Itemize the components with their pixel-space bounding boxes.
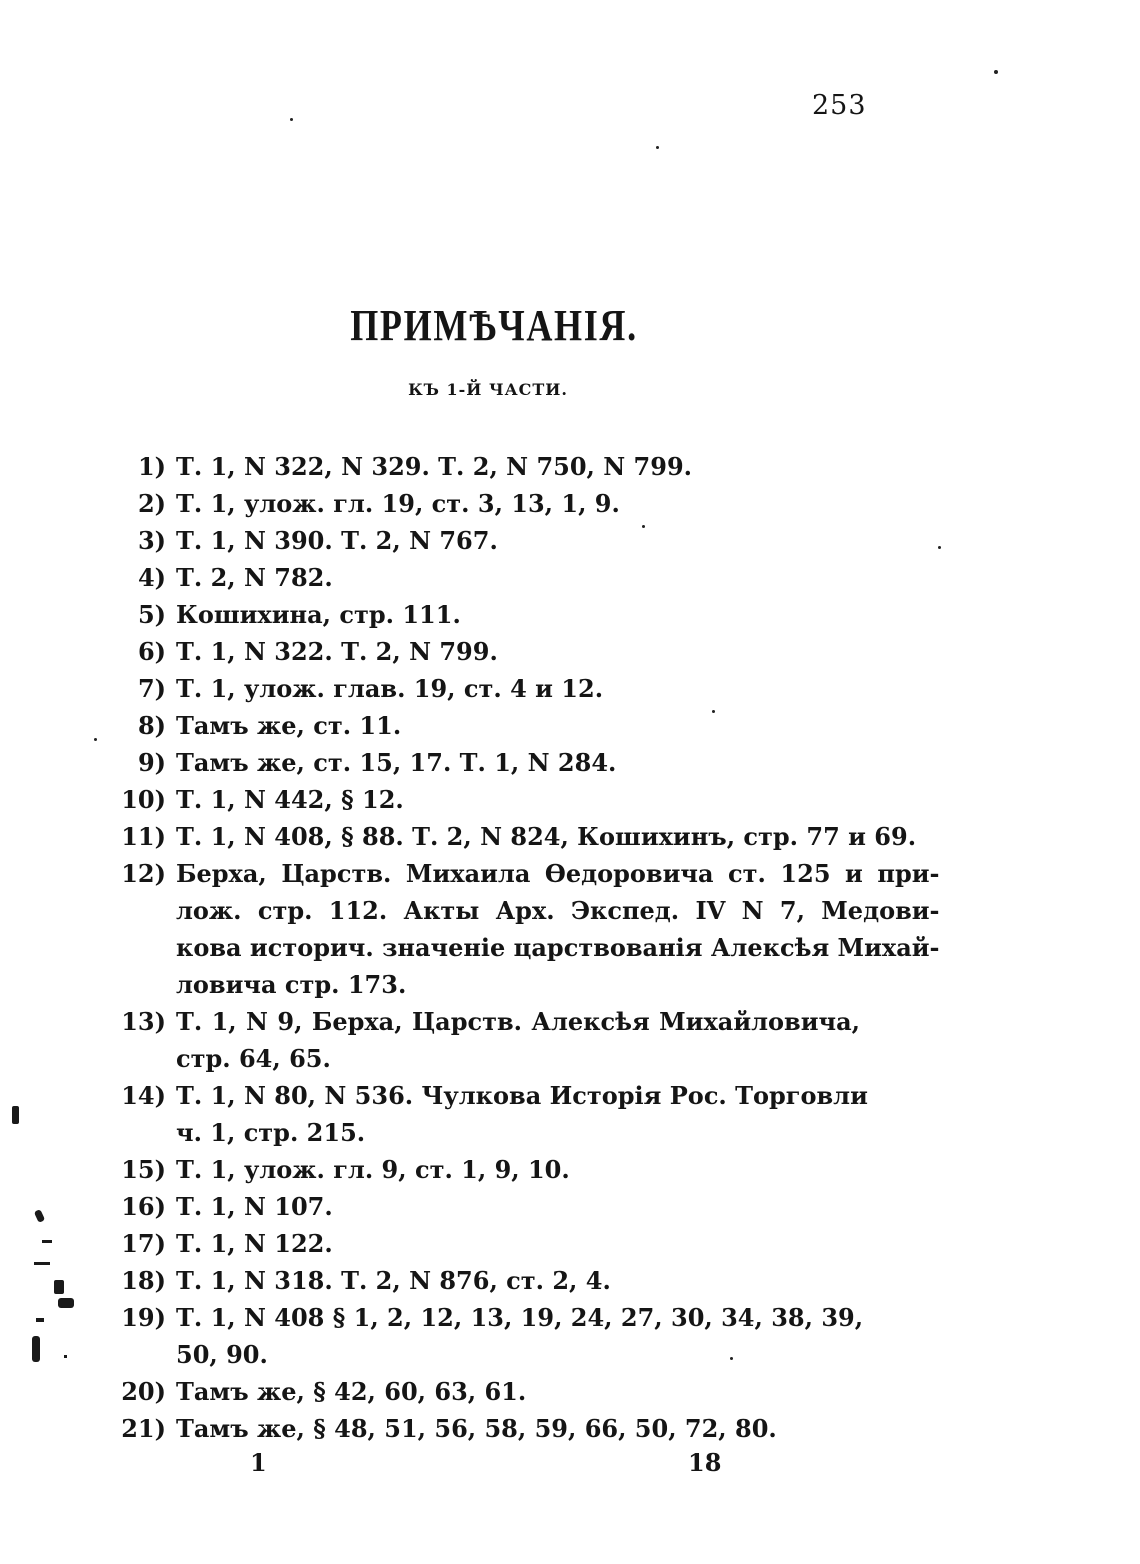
note-text — [176, 1188, 860, 1225]
note-number: 13) — [121, 1007, 166, 1036]
note-text — [176, 633, 860, 670]
note-line: Т. 1, N 9, Берха, Царств. Алексѣя Михайловича, — [176, 1007, 860, 1036]
note-text — [176, 1299, 863, 1373]
note-number: 21) — [121, 1414, 166, 1443]
note-text — [176, 1410, 860, 1447]
note-number: 11) — [121, 822, 166, 851]
note-number: 5) — [137, 600, 166, 629]
note-number: 12) — [121, 859, 166, 888]
margin-mark — [34, 1262, 50, 1265]
note-number: 9) — [137, 748, 166, 777]
note-line: лож. стр. 112. Акты Арх. Экспед. IV N 7, Медови- — [176, 896, 940, 925]
note-number: 6) — [137, 637, 166, 666]
scan-speck — [94, 738, 97, 741]
note-number: 15) — [121, 1155, 166, 1184]
note-number: 2) — [137, 489, 166, 518]
scan-speck — [290, 118, 293, 121]
note-line: Т. 1, N 408 § 1, 2, 12, 13, 19, 24, 27, 30, 34, 38, 39, — [176, 1303, 864, 1332]
note-text — [176, 781, 860, 818]
margin-mark — [32, 1336, 40, 1362]
note-text — [176, 855, 940, 1003]
note-line: Т. 1, N 442, § 12. — [176, 785, 404, 814]
note-line: ч. 1, стр. 215. — [176, 1118, 366, 1147]
note-line: Кошихина, стр. 111. — [176, 600, 461, 629]
note-item — [100, 1188, 860, 1225]
note-line: Т. 1, N 318. Т. 2, N 876, ст. 2, 4. — [176, 1266, 611, 1295]
note-line: Т. 1, N 122. — [176, 1229, 333, 1258]
note-line: Тамъ же, § 42, 60, 63, 61. — [176, 1377, 527, 1406]
note-line: Т. 1, N 322. Т. 2, N 799. — [176, 637, 498, 666]
note-line: Т. 1, N 408, § 88. Т. 2, N 824, Кошихинъ, стр. 77 и 69. — [176, 822, 917, 851]
page-number: 253 — [812, 90, 867, 121]
note-line: Тамъ же, § 48, 51, 56, 58, 59, 66, 50, 72, 80. — [176, 1414, 777, 1443]
margin-mark — [54, 1280, 64, 1294]
note-text — [176, 1003, 860, 1077]
note-item — [100, 522, 860, 559]
note-item — [100, 670, 860, 707]
note-item — [100, 707, 860, 744]
note-number: 18) — [121, 1266, 166, 1295]
scan-speck — [938, 546, 941, 549]
note-item — [100, 1410, 860, 1447]
scan-speck — [642, 525, 645, 528]
note-number: 10) — [121, 785, 166, 814]
note-item — [100, 1373, 860, 1410]
note-number: 19) — [121, 1303, 166, 1332]
scan-speck — [730, 1357, 733, 1360]
scan-speck — [712, 710, 715, 713]
footer-signature-mark: 1 — [250, 1448, 267, 1477]
note-line: кова историч. значеніе царствованія Алексѣя Михай- — [176, 933, 940, 962]
note-line: Т. 1, улож. глав. 19, ст. 4 и 12. — [176, 674, 604, 703]
note-item — [100, 818, 917, 855]
note-text — [176, 1373, 860, 1410]
note-item — [100, 633, 860, 670]
note-text — [176, 744, 860, 781]
note-line: Берха, Царств. Михаила Ѳедоровича ст. 125 и при- — [176, 859, 940, 888]
note-line: Тамъ же, ст. 11. — [176, 711, 402, 740]
note-line: Т. 1, улож. гл. 9, ст. 1, 9, 10. — [176, 1155, 570, 1184]
note-line: 50, 90. — [176, 1340, 268, 1369]
note-item — [100, 744, 860, 781]
note-item — [100, 781, 860, 818]
note-line: Т. 1, N 107. — [176, 1192, 333, 1221]
note-item — [100, 1151, 860, 1188]
note-text — [176, 1151, 860, 1188]
note-number: 1) — [137, 452, 166, 481]
note-item — [100, 448, 860, 485]
note-line: Т. 1, N 322, N 329. Т. 2, N 750, N 799. — [176, 452, 693, 481]
note-text — [176, 448, 860, 485]
note-line: стр. 64, 65. — [176, 1044, 331, 1073]
scan-speck — [656, 146, 659, 149]
note-text — [176, 1077, 868, 1151]
note-item — [100, 485, 860, 522]
note-text — [176, 522, 860, 559]
note-number: 7) — [137, 674, 166, 703]
note-line: Т. 1, улож. гл. 19, ст. 3, 13, 1, 9. — [176, 489, 620, 518]
note-text — [176, 1262, 860, 1299]
note-text — [176, 670, 860, 707]
note-number: 8) — [137, 711, 166, 740]
note-item — [100, 1003, 860, 1077]
margin-mark — [42, 1240, 52, 1243]
note-item — [100, 1299, 864, 1373]
note-item — [100, 1077, 868, 1151]
note-line: Т. 1, N 80, N 536. Чулкова Исторія Рос. Торговли — [176, 1081, 868, 1110]
page-title: ПРИМѢЧАНІЯ. — [350, 301, 638, 350]
note-line: Т. 1, N 390. Т. 2, N 767. — [176, 526, 498, 555]
notes-list — [100, 448, 940, 1447]
note-text — [176, 1225, 860, 1262]
note-item — [100, 596, 860, 633]
note-number: 3) — [137, 526, 166, 555]
note-line: Тамъ же, ст. 15, 17. Т. 1, N 284. — [176, 748, 617, 777]
note-number: 14) — [121, 1081, 166, 1110]
note-text — [176, 596, 860, 633]
note-item — [100, 855, 940, 1003]
note-number: 16) — [121, 1192, 166, 1221]
note-line: ловича стр. 173. — [176, 970, 407, 999]
footer-sheet-number: 18 — [688, 1448, 722, 1477]
note-item — [100, 1262, 860, 1299]
note-text — [176, 559, 860, 596]
margin-mark — [12, 1106, 19, 1124]
note-line: Т. 2, N 782. — [176, 563, 333, 592]
note-number: 17) — [121, 1229, 166, 1258]
note-item — [100, 1225, 860, 1262]
page-subtitle: КЪ 1-Й ЧАСТИ. — [408, 380, 568, 399]
margin-mark — [64, 1355, 67, 1358]
note-text — [176, 485, 860, 522]
margin-mark — [34, 1209, 45, 1223]
scan-speck — [994, 70, 998, 74]
margin-mark — [58, 1298, 74, 1308]
note-text — [176, 818, 916, 855]
note-text — [176, 707, 860, 744]
note-number: 4) — [137, 563, 166, 592]
note-item — [100, 559, 860, 596]
margin-mark — [36, 1318, 44, 1322]
note-number: 20) — [121, 1377, 166, 1406]
